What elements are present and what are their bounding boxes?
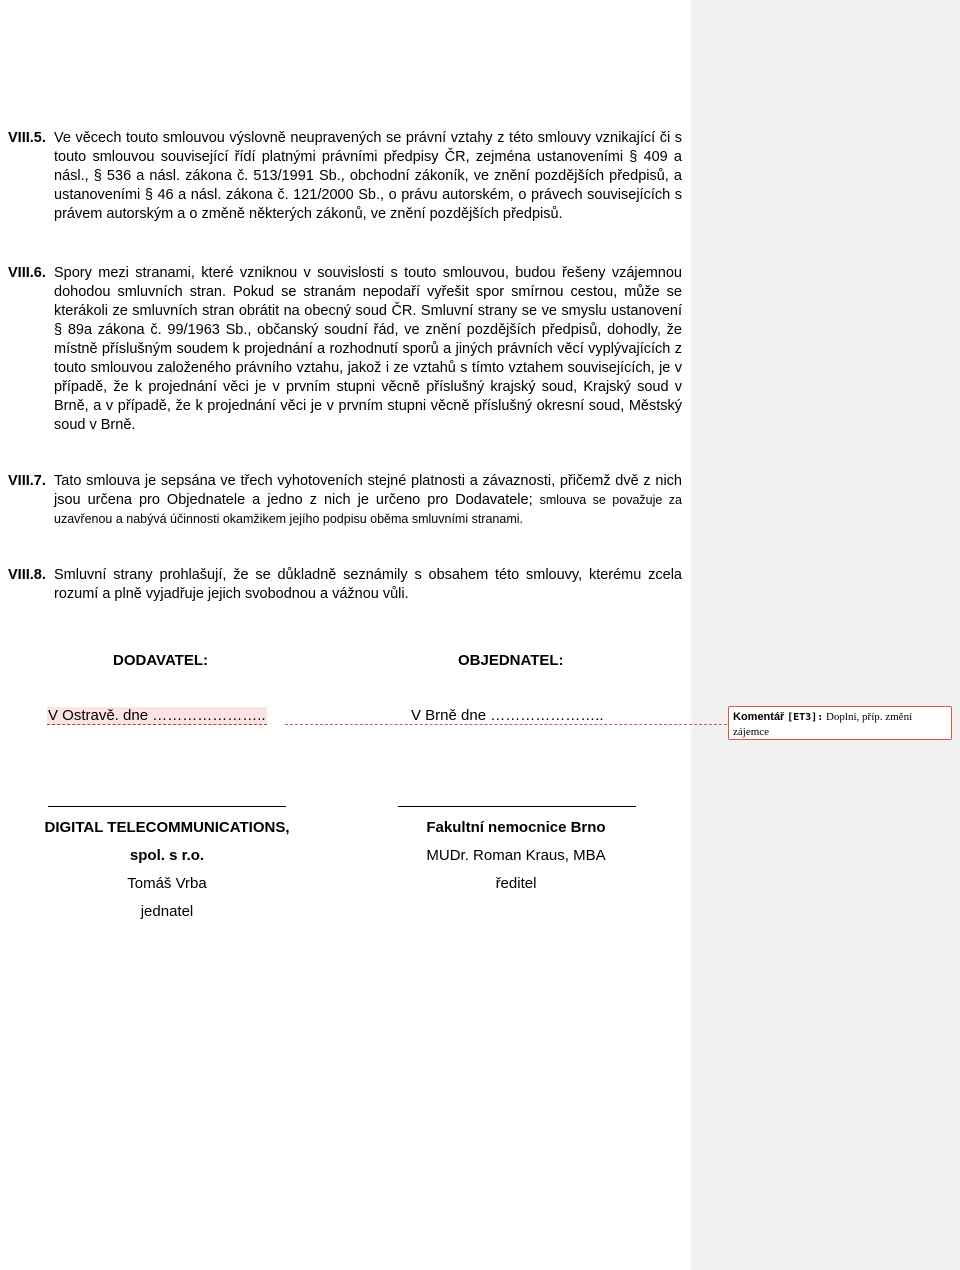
section-number: VIII.7.	[8, 473, 46, 489]
supplier-place-date[interactable]: V Ostravě. dne …………………..	[48, 707, 266, 724]
comment-connector	[285, 724, 727, 725]
supplier-company-suffix: spol. s r.o.	[129, 847, 205, 864]
section-number: VIII.6.	[8, 265, 46, 281]
section-number: VIII.8.	[8, 567, 46, 583]
customer-place-date: V Brně dne …………………..	[411, 707, 604, 724]
section-text: Ve věcech touto smlouvou výslovně neupravených se právní vztahy z této smlouvy vznikající či s touto smlouvou související řídí platnými právními předpisy ČR, zejména ustanoveními § 409 a násl., § 536 a násl. zákona č. 513/1991 Sb., obchodní zákoník, ve znění pozdějších předpisů, a ustanoveními § 46 a násl. zákona č. 121/2000 Sb., o právu autorském, o právech souvisejících s právem autorským a o změně některých zákonů, ve znění pozdějších předpisů.	[54, 130, 682, 222]
section-viii-5	[0, 129, 690, 224]
section-viii-7	[0, 472, 690, 529]
section-viii-6	[0, 264, 690, 435]
supplier-person: Tomáš Vrba	[127, 875, 207, 892]
supplier-company: DIGITAL TELECOMMUNICATIONS,	[44, 819, 290, 836]
customer-heading: OBJEDNATEL:	[458, 652, 564, 669]
section-text: Spory mezi stranami, které vzniknou v souvislosti s touto smlouvou, budou řešeny vzájemnou dohodou smluvních stran. Pokud se stranám nepodaří vyřešit spor smírnou cestou, může se kterákoli ze smluvních stran obrátit na obecný soud ČR. Smluvní strany se ve smyslu ustanovení § 89a zákona č. 99/1963 Sb., občanský soudní řád, ve znění pozdějších předpisů, dohodly, že místně příslušným soudem k projednání a rozhodnutí sporů a jiných právních věcí vyplývajících z touto smlouvou založeného právního vztahu, jakož i ze vztahů s tímto vztahem souvisejících, je v případě, že k projednání věci je v prvním stupni věcně příslušný krajský soud, Krajský soud v Brně, a v případě, že k projednání věci je v prvním stupni věcně příslušný okresní soud, Městský soud v Brně.	[54, 265, 682, 433]
section-text-main: Tato smlouva je sepsána ve třech vyhotoveních stejné platnosti a závaznosti, přičemž dvě z nich jsou určena pro Objednatele a jedno z nich je určeno pro Dodavatele;	[54, 473, 682, 508]
section-text: Smluvní strany prohlašují, že se důkladně seznámily s obsahem této smlouvy, kterému zcela rozumí a plně vyjadřuje jejich svobodnou a vážnou vůli.	[54, 567, 682, 602]
comment-text: Doplní, příp. změní zájemce	[733, 711, 913, 738]
comment-pane	[691, 0, 960, 1270]
customer-role: ředitel	[495, 875, 537, 892]
comment-label: Komentář	[733, 711, 785, 723]
section-text	[54, 472, 682, 529]
supplier-role: jednatel	[140, 903, 194, 920]
customer-company: Fakultní nemocnice Brno	[426, 819, 606, 836]
customer-person: MUDr. Roman Kraus, MBA	[426, 847, 606, 864]
section-number: VIII.5.	[8, 130, 46, 146]
customer-signature-line	[398, 806, 636, 807]
section-text-small: smlouva se považuje za uzavřenou a nabývá účinnosti okamžikem jejího podpisu oběma smluvními stranami.	[54, 493, 683, 526]
comment-balloon[interactable]	[728, 706, 952, 740]
comment-tag: [ET3]:	[787, 712, 824, 723]
section-viii-8	[0, 566, 690, 604]
supplier-heading: DODAVATEL:	[113, 652, 208, 669]
supplier-signature-line	[48, 806, 286, 807]
